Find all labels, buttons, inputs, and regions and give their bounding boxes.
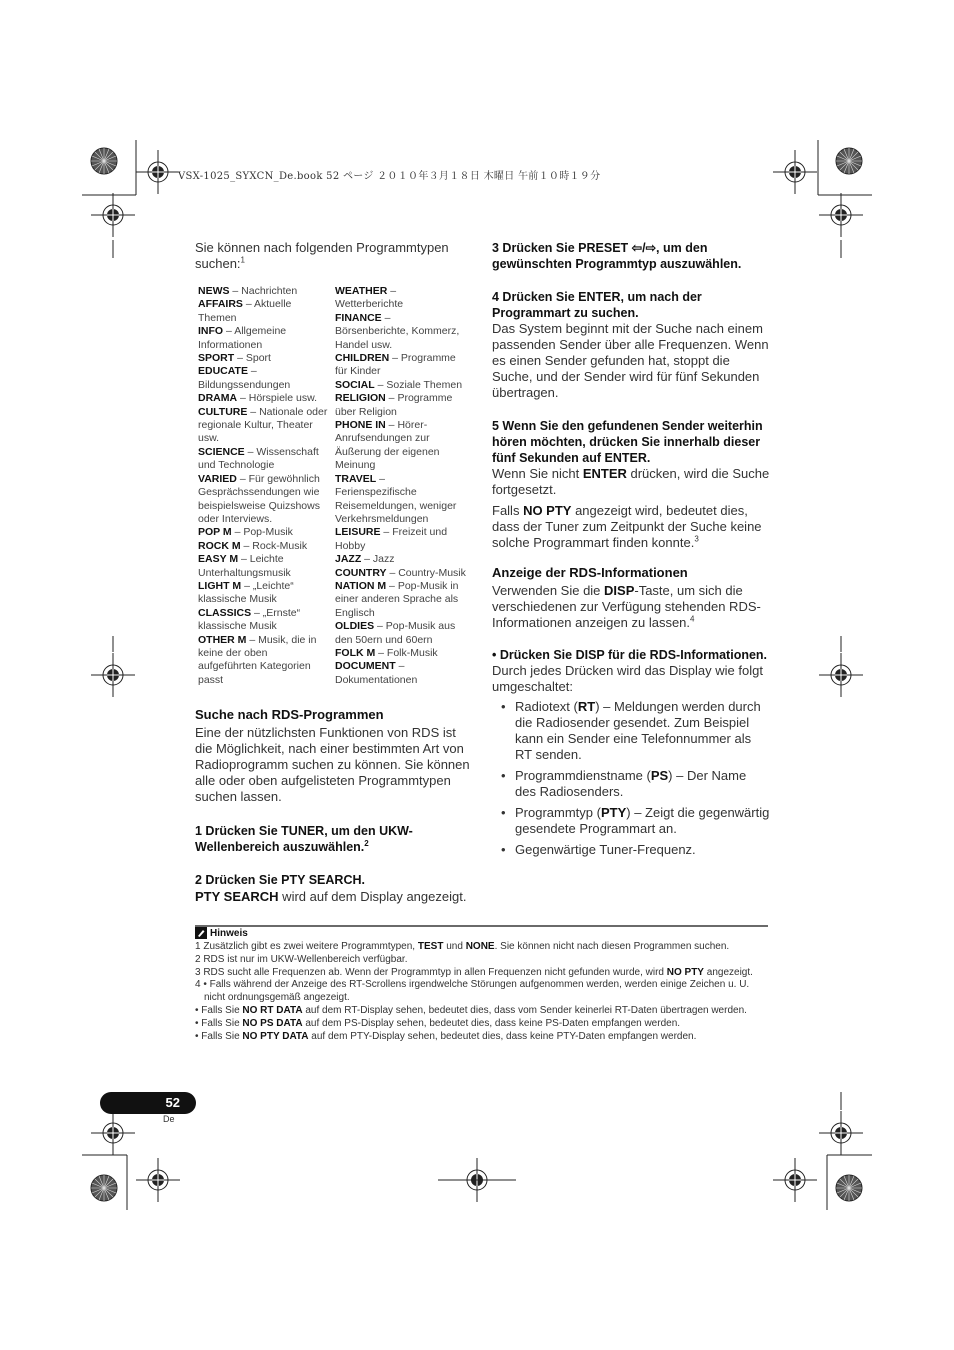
page-number: 52 <box>165 1095 180 1110</box>
note-2: 2 RDS ist nur im UKW-Wellenbereich verfügbar. <box>195 953 408 965</box>
program-type-code: OTHER M <box>198 633 247 646</box>
program-type-code: NEWS <box>198 285 230 297</box>
program-type-code: WEATHER <box>335 285 388 297</box>
program-type-item <box>198 580 329 607</box>
search-heading: Suche nach RDS-Programmen <box>195 707 384 723</box>
program-types <box>198 285 471 687</box>
program-type-item <box>198 446 329 473</box>
program-type-desc: – Dokumentationen <box>335 660 418 686</box>
program-type-item <box>335 580 466 620</box>
program-type-item <box>198 526 329 539</box>
program-type-desc: – Wissenschaft und Technologie <box>198 445 319 472</box>
page-number-tab <box>100 1092 196 1114</box>
program-type-desc: – Für gewöhnlich Gesprächssendungen wie beispielsweise Quizshows oder Interviews. <box>198 472 320 525</box>
program-type-item <box>198 634 329 688</box>
program-type-item <box>335 553 466 566</box>
program-type-item <box>335 473 466 527</box>
program-type-code: FINANCE <box>335 311 382 324</box>
program-type-code: DOCUMENT <box>335 660 396 673</box>
program-type-desc: – Ferienspezifische Reisemeldungen, weniger Verkehrsmeldungen <box>335 472 457 525</box>
program-type-desc: – „Leichte“ klassische Musik <box>198 579 294 606</box>
program-type-code: TRAVEL <box>335 472 377 485</box>
program-type-code: FOLK M <box>335 646 376 659</box>
notes-heading: Hinweis <box>195 927 770 939</box>
program-type-code: SCIENCE <box>198 445 245 458</box>
step-5-text: Wenn Sie nicht ENTER drücken, wird die Suche fortgesetzt. <box>492 466 770 497</box>
program-types-col2 <box>335 285 466 687</box>
program-type-item <box>335 647 466 660</box>
program-type-code: DRAMA <box>198 392 238 405</box>
program-type-item <box>198 553 329 580</box>
program-type-desc: – Hörspiele usw. <box>237 392 318 405</box>
print-header: VSX-1025_SYXCN_De.book 52 ページ ２０１０年３月１８日 木曜日 午前１０時１９分 <box>178 171 601 182</box>
program-type-desc: – Allgemeine Informationen <box>198 325 287 351</box>
program-type-item <box>335 392 466 419</box>
program-type-desc: – Bildungssendungen <box>198 365 291 391</box>
program-type-desc: – Aktuelle Themen <box>198 298 292 324</box>
program-type-desc: – Sport <box>234 352 271 365</box>
program-type-item <box>198 298 329 325</box>
program-type-item <box>335 526 466 553</box>
program-type-code: INFO <box>198 325 224 338</box>
program-type-code: LEISURE <box>335 526 381 539</box>
rds-heading: Anzeige der RDS-Informationen <box>492 565 688 580</box>
program-type-item <box>198 473 329 527</box>
note-4-2: • Falls Sie NO RT DATA auf dem RT-Display sehen, bedeutet dies, dass vom Sender keinerlei RT-Daten übertragen werden. <box>195 1004 747 1016</box>
program-type-item <box>198 392 329 405</box>
note-1: 1 Zusätzlich gibt es zwei weitere Programmtypen, TEST und NONE. Sie können nicht nach diesen Programmen suchen. <box>195 941 730 952</box>
step-3: 3 Drücken Sie PRESET ⇦/⇨, um den gewünschten Programmtyp auszuwählen. <box>492 241 742 271</box>
program-type-item <box>198 607 329 634</box>
rds-display-item: • Programmdienstname (PS) – Der Name des Radiosenders. <box>492 768 770 800</box>
program-type-desc: – Jazz <box>361 553 395 566</box>
rds-text: Verwenden Sie die DISP-Taste, um sich die verschiedenen zur Verfügung stehenden RDS-Informationen anzeigen zu lassen.$^4$ <box>492 583 761 630</box>
program-type-code: NATION M <box>335 579 387 592</box>
step-4-text: Das System beginnt mit der Suche nach einem passenden Sender über alle Frequenzen. Wenn es einen Sender gefunden hat, stoppt die Suche, und der Sender wird für fünf Sekunden übertragen. <box>492 321 769 400</box>
program-type-code: VARIED <box>198 472 237 485</box>
program-types-col1 <box>198 285 329 687</box>
rds-display-item: • Gegenwärtige Tuner-Frequenz. <box>492 842 770 858</box>
program-type-desc: – Programme für Kinder <box>335 352 456 378</box>
program-type-item <box>335 352 466 379</box>
program-type-code: LIGHT M <box>198 579 242 592</box>
program-type-item <box>335 419 466 473</box>
program-type-code: POP M <box>198 526 232 539</box>
left-column <box>195 240 471 905</box>
program-type-desc: – Nachrichten <box>229 285 298 297</box>
rds-display-item: • Programmtyp (PTY) – Zeigt die gegenwärtig gesendete Programmart an. <box>492 805 770 837</box>
note-4-3: • Falls Sie NO PS DATA auf dem PS-Display sehen, bedeutet dies, dass keine PS-Daten empfangen werden. <box>195 1017 681 1029</box>
program-type-item <box>198 540 329 553</box>
program-type-code: EASY M <box>198 553 239 566</box>
program-type-code: JAZZ <box>335 553 362 566</box>
program-type-desc: – Folk-Musik <box>375 646 438 659</box>
program-type-item <box>335 285 466 312</box>
program-type-item <box>335 379 466 392</box>
right-column <box>492 240 770 863</box>
note-icon <box>195 927 207 939</box>
step-2: 2 Drücken Sie PTY SEARCH. <box>195 873 365 888</box>
program-type-code: RELIGION <box>335 392 386 405</box>
program-type-desc: – Soziale Themen <box>374 378 463 391</box>
program-type-code: CLASSICS <box>198 606 252 619</box>
disp-step: • Drücken Sie DISP für die RDS-Informationen. <box>492 648 768 662</box>
program-type-desc: – Hörer-Anrufsendungen zur Äußerung der eigenen Meinung <box>335 419 440 472</box>
program-type-code: CULTURE <box>198 405 248 418</box>
program-type-code: OLDIES <box>335 620 375 633</box>
note-3: 3 RDS sucht alle Frequenzen ab. Wenn der Programmtyp in allen Frequenzen nicht gefunden wurde, wird NO PTY angezeigt. <box>195 966 753 978</box>
note-4-1: 4 • Falls während der Anzeige des RT-Scrollens irgendwelche Störungen aufgenommen werden, werden einige Zeichen u. U. nicht ordnungsgemäß angezeigt. <box>195 979 750 1004</box>
program-type-desc: – Wetterberichte <box>335 285 404 311</box>
program-type-desc: – Programme über Religion <box>335 392 453 418</box>
rds-display-list <box>492 699 770 858</box>
program-type-desc: – Pop-Musik <box>231 526 293 539</box>
program-type-desc: – Country-Musik <box>386 566 466 579</box>
program-type-desc: – Rock-Musik <box>240 539 308 552</box>
program-type-item <box>198 406 329 446</box>
program-type-item <box>335 312 466 352</box>
step-2-text: PTY SEARCH wird auf dem Display angezeigt. <box>195 889 467 905</box>
program-type-desc: – Musik, die in keine der oben aufgeführten Kategorien passt <box>198 633 317 686</box>
program-type-desc: – Pop-Musik in einer anderen Sprache als Englisch <box>335 579 459 619</box>
program-type-desc: – „Ernste“ klassische Musik <box>198 606 301 633</box>
no-pty-text: Falls NO PTY angezeigt wird, bedeutet dies, dass der Tuner zum Zeitpunkt der Suche keine solche Programmart finden konnte.$^3$ <box>492 503 762 550</box>
program-type-code: CHILDREN <box>335 352 390 365</box>
step-1: 1 Drücken Sie TUNER, um den UKW-Wellenbereich auszuwählen.$^2$ <box>195 824 413 855</box>
program-type-item <box>198 352 329 365</box>
program-type-code: ROCK M <box>198 539 241 552</box>
program-type-desc: – Nationale oder regionale Kultur, Theater usw. <box>198 405 328 445</box>
program-type-desc: – Leichte Unterhaltungsmusik <box>198 553 291 579</box>
program-type-item <box>198 325 329 352</box>
disp-text: Durch jedes Drücken wird das Display wie folgt umgeschaltet: <box>492 663 763 694</box>
program-type-code: SOCIAL <box>335 378 375 391</box>
program-type-desc: – Börsenberichte, Kommerz, Handel usw. <box>335 311 460 351</box>
step-5: 5 Wenn Sie den gefundenen Sender weiterhin hören möchten, drücken Sie innerhalb dieser fünf Sekunden auf ENTER. <box>492 419 763 465</box>
program-type-item <box>335 620 466 647</box>
rds-display-item: • Radiotext (RT) – Meldungen werden durch die Radiosender gesendet. Zum Beispiel kann ein Sender eine Telefonnummer als RT senden. <box>492 699 770 763</box>
intro-text: Sie können nach folgenden Programmtypen suchen:$^1$ <box>195 240 449 271</box>
program-type-code: EDUCATE <box>198 365 248 378</box>
page-language: De <box>163 1114 175 1124</box>
program-type-code: SPORT <box>198 352 235 365</box>
program-type-code: COUNTRY <box>335 566 387 579</box>
program-type-item <box>335 567 466 580</box>
search-text: Eine der nützlichsten Funktionen von RDS ist die Möglichkeit, nach einer bestimmten Art von Radioprogramm suchen zu können. Sie können alle oder oben aufgelisteten Programmtypen suchen lassen. <box>195 725 470 805</box>
program-type-code: PHONE IN <box>335 419 386 432</box>
program-type-desc: – Freizeit und Hobby <box>335 526 448 552</box>
program-type-item <box>198 365 329 392</box>
program-type-code: AFFAIRS <box>198 298 243 311</box>
footnotes <box>195 927 770 1043</box>
program-type-item <box>198 285 329 298</box>
program-type-desc: – Pop-Musik aus den 50ern und 60ern <box>335 620 456 646</box>
note-4-4: • Falls Sie NO PTY DATA auf dem PTY-Display sehen, bedeutet dies, dass keine PTY-Daten empfangen werden. <box>195 1030 697 1042</box>
step-4: 4 Drücken Sie ENTER, um nach der Programmart zu suchen. <box>492 290 702 320</box>
program-type-item <box>335 660 466 687</box>
